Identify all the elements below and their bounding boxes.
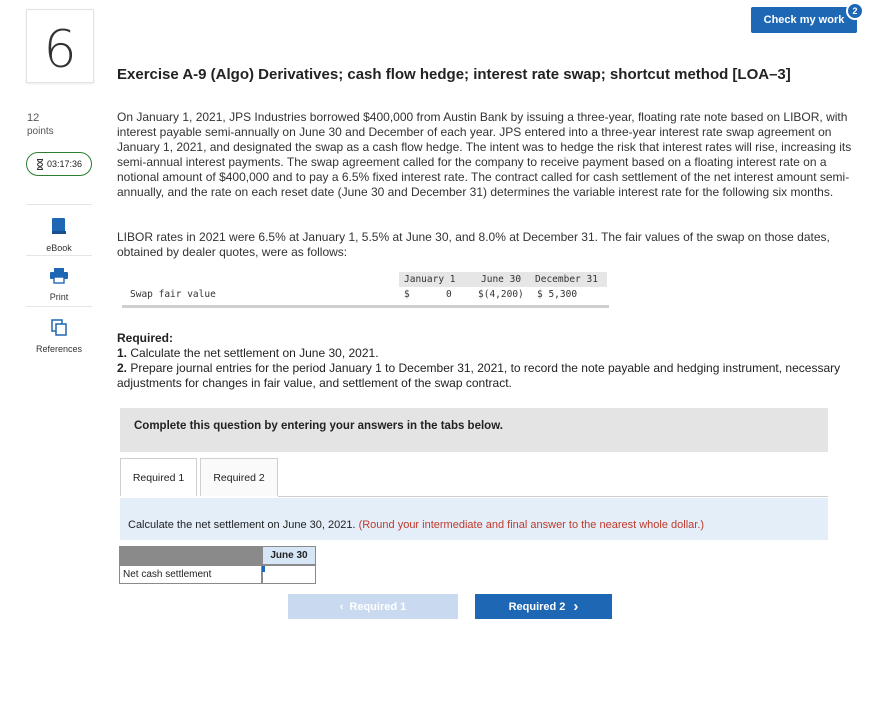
complete-question-banner: [120, 408, 828, 452]
swap-table-row: [122, 288, 609, 305]
required-item-1: [117, 346, 379, 360]
swap-fair-value-table: [122, 272, 612, 310]
required-item-2: [117, 361, 857, 391]
swap-value-jan: 0: [446, 289, 452, 300]
printer-icon: [50, 268, 68, 284]
required-item-2-text: Prepare journal entries for the period January 1 to December 31, 2021, to record the note payable and hedging instrument, necessary adjustments for changes in fair value, and settlement of the swap contract.: [117, 361, 841, 390]
problem-paragraph-1: On January 1, 2021, JPS Industries borrowed $400,000 from Austin Bank by issuing a three-year, floating rate note based on LIBOR, with interest payable semi-annually on June 30 and December of each year. JPS entered into a three-year interest rate swap agreement on January 1, 2021, and designated the swap as a cash flow hedge. The intent was to hedge the risk that interest rates will rise, increasing its semi-annual interest payments. The swap agreement called for the company to receive payment based on a floating interest rate on a notional amount of $400,000 and to pay a 6.5% fixed interest rate. The contract called for cash settlement of the net interest amount semi-annually, and the rate on each reset date (June 30 and December 31) determines the variable interest rate for the following six months.: [117, 110, 852, 199]
references-label: References: [35, 344, 83, 354]
col-january-1: January 1: [404, 274, 456, 285]
tab-required-1[interactable]: Required 1: [120, 458, 197, 496]
net-cash-settlement-input[interactable]: [262, 565, 316, 584]
instruction-main: Calculate the net settlement on June 30, 2021.: [128, 519, 356, 531]
required-item-1-text: Calculate the net settlement on June 30, 2021.: [130, 346, 379, 360]
next-required-2-button[interactable]: [475, 594, 612, 619]
hourglass-icon: [36, 159, 44, 170]
print-label: Print: [49, 292, 69, 302]
swap-currency: $: [404, 289, 410, 300]
required-item-1-number: 1.: [117, 346, 128, 360]
col-december-31: December 31: [535, 274, 598, 285]
required-item-2-number: 2.: [117, 361, 128, 375]
timer-value: 03:17:36: [46, 159, 83, 169]
net-cash-settlement-label: Net cash settlement: [119, 565, 262, 584]
prev-required-1-button[interactable]: [288, 594, 458, 619]
swap-value-jun: $(4,200): [478, 289, 524, 300]
question-number: 6: [43, 20, 77, 80]
book-icon: [51, 217, 67, 235]
question-number-card: [26, 9, 94, 83]
col-june-30: June 30: [481, 274, 522, 285]
references-button[interactable]: [26, 306, 92, 357]
timer-badge[interactable]: [26, 152, 92, 176]
exercise-title: Exercise A-9 (Algo) Derivatives; cash flow hedge; interest rate swap; shortcut method [LOA–3]: [117, 66, 791, 83]
tab-required-2[interactable]: Required 2: [200, 458, 278, 496]
swap-row-label: Swap fair value: [130, 289, 216, 300]
problem-paragraph-2: LIBOR rates in 2021 were 6.5% at January 1, 5.5% at June 30, and 8.0% at December 31. The fair values of the swap on those dates, obtained by dealer quotes, were as follows:: [117, 230, 830, 259]
chevron-left-icon: ‹: [339, 600, 344, 613]
swap-value-dec: $ 5,300: [537, 289, 578, 300]
check-my-work-button[interactable]: Check my work: [751, 7, 857, 33]
points-value: 12: [27, 112, 40, 124]
answer-col-june-30: June 30: [262, 546, 316, 565]
swap-table-header: [399, 272, 607, 287]
complete-question-text: Complete this question by entering your answers in the tabs below.: [134, 420, 503, 432]
print-button[interactable]: [26, 255, 92, 306]
answer-table-corner: [119, 546, 262, 565]
instruction-text: [128, 519, 704, 531]
instruction-note: (Round your intermediate and final answer to the nearest whole dollar.): [358, 519, 705, 531]
next-label: Required 2: [508, 600, 566, 613]
chevron-right-icon: ›: [573, 598, 579, 615]
table-divider: [122, 305, 609, 308]
prev-label: Required 1: [349, 600, 407, 613]
ebook-button[interactable]: [26, 204, 92, 255]
input-indicator: [262, 566, 265, 572]
tab-divider: [278, 496, 828, 497]
check-count-badge: 2: [846, 2, 864, 20]
instruction-panel: [120, 498, 828, 540]
required-heading: Required:: [117, 331, 174, 345]
points-label: points: [27, 126, 54, 137]
references-icon: [51, 319, 67, 336]
ebook-label: eBook: [46, 243, 72, 253]
